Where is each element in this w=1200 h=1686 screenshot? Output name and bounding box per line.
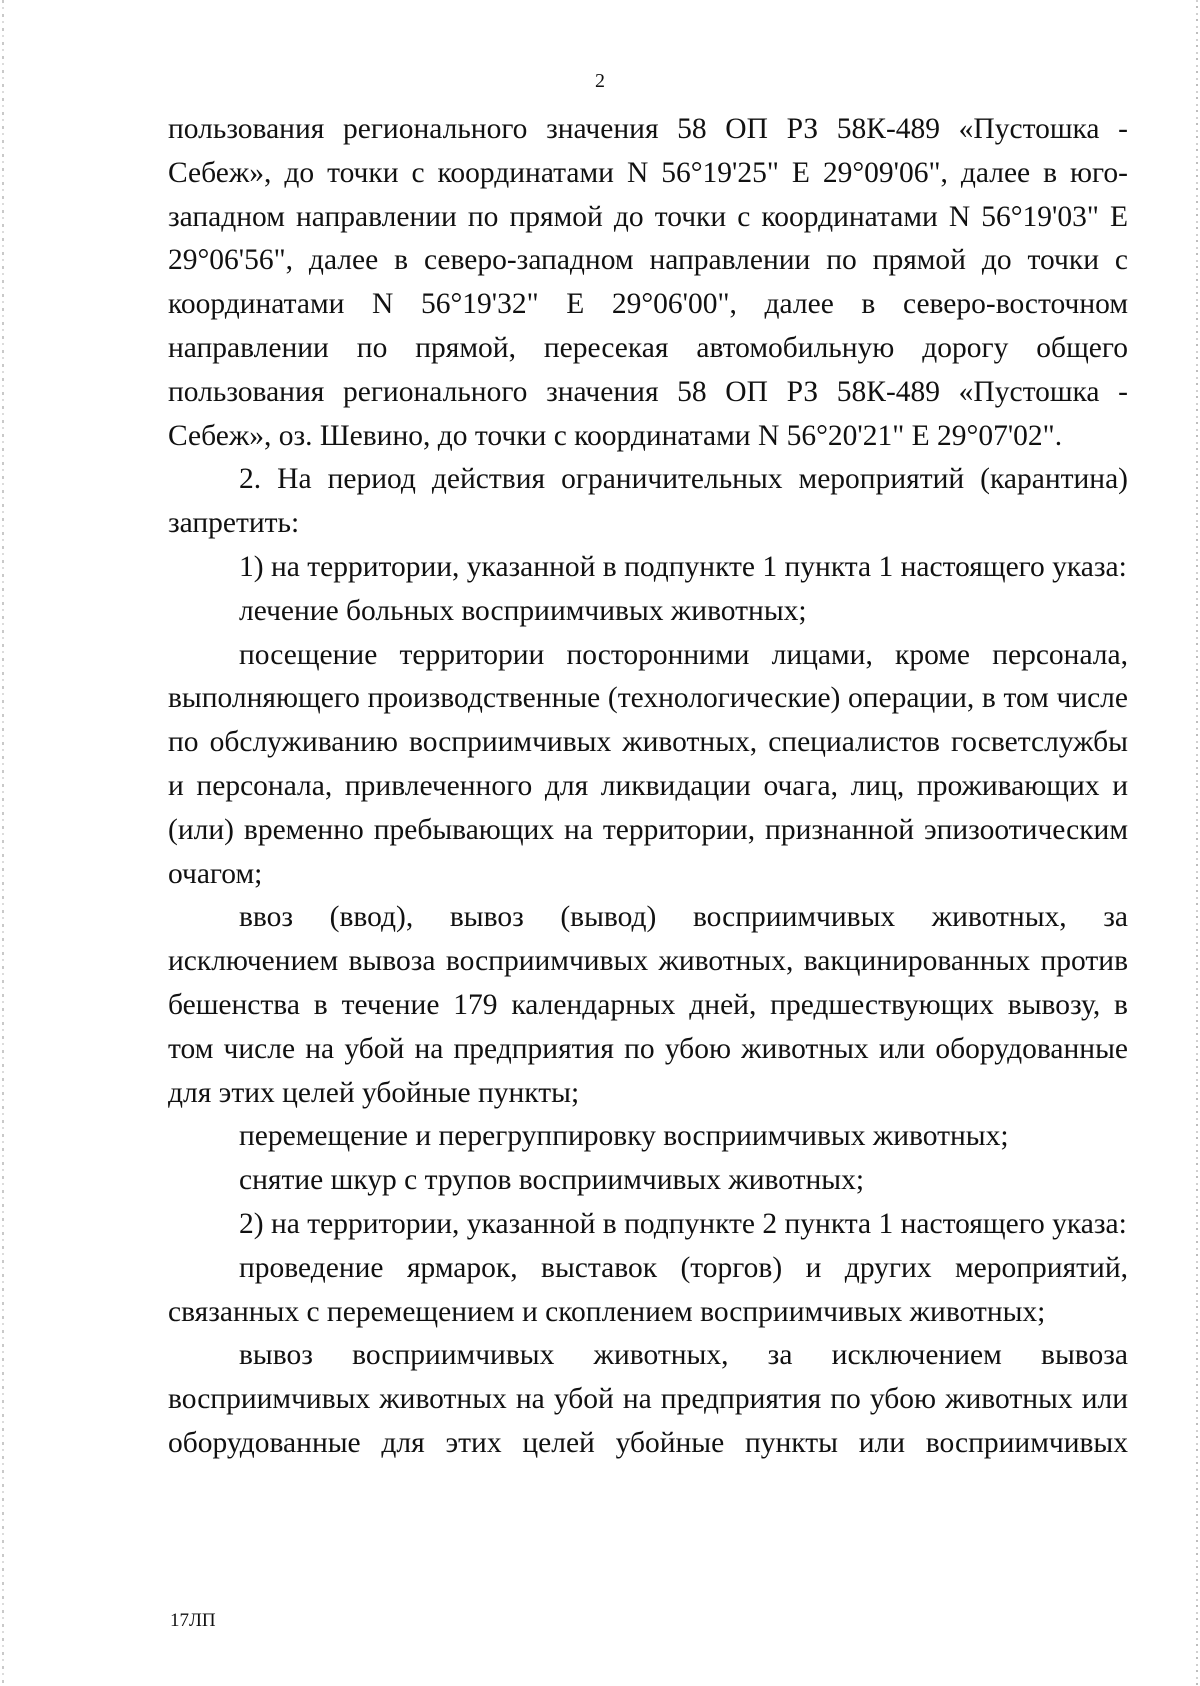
scan-edge-right: [1196, 0, 1198, 1686]
paragraph-subitem-2: 2) на территории, указанной в подпункте 2 пункта 1 настоящего указа:: [239, 1207, 1127, 1240]
document-code: 17ЛП: [170, 1610, 216, 1631]
page-number: 2: [595, 70, 605, 92]
paragraph-export: вывоз восприимчивых животных, за исключением вывоза восприимчивых животных на убой на предприятия по убою животных или оборудованные для этих целей убойные пункты или восприимчивых: [168, 1339, 1128, 1459]
paragraph-visits: посещение территории посторонними лицами, кроме персонала, выполняющего производственные (технологические) операции, в том числе по обслуживанию восприимчивых животных, специалистов госветслужбы и персонала, привлеченного для ликвидации очага, лиц, проживающих и (или) временно пребывающих на территории, признанной эпизоотическим очагом;: [168, 638, 1128, 890]
paragraph-fairs: проведение ярмарок, выставок (торгов) и других мероприятий, связанных с перемещением и скоплением восприимчивых животных;: [168, 1251, 1128, 1328]
document-body: [168, 108, 1128, 1466]
paragraph-coordinates: пользования регионального значения 58 ОП РЗ 58К-489 «Пустошка - Себеж», до точки с координатами N 56°19'25" E 29°09'06", далее в юго-западном направлении по прямой до точки с координатами N 56°19'03" E 29°06'56", далее в северо-западном направлении по прямой до точки с координатами N 56°19'32" E 29°06'00", далее в северо-восточном направлении по прямой, пересекая автомобильную дорогу общего пользования регионального значения 58 ОП РЗ 58К-489 «Пустошка - Себеж», оз. Шевино, до точки с координатами N 56°20'21" E 29°07'02".: [168, 113, 1128, 452]
paragraph-import-export: ввоз (ввод), вывоз (вывод) восприимчивых животных, за исключением вывоза восприимчивых животных, вакцинированных против бешенства в течение 179 календарных дней, предшествующих вывозу, в том числе на убой на предприятия по убою животных или оборудованные для этих целей убойные пункты;: [168, 901, 1128, 1109]
paragraph-treatment: лечение больных восприимчивых животных;: [239, 594, 807, 627]
paragraph-item-2: 2. На период действия ограничительных мероприятий (карантина) запретить:: [168, 463, 1128, 540]
paragraph-skinning: снятие шкур с трупов восприимчивых животных;: [239, 1164, 865, 1197]
paragraph-regrouping: перемещение и перегруппировку восприимчивых животных;: [239, 1120, 1009, 1153]
paragraph-subitem-1: 1) на территории, указанной в подпункте 1 пункта 1 настоящего указа:: [239, 550, 1127, 583]
scan-edge-left: [2, 0, 4, 1686]
